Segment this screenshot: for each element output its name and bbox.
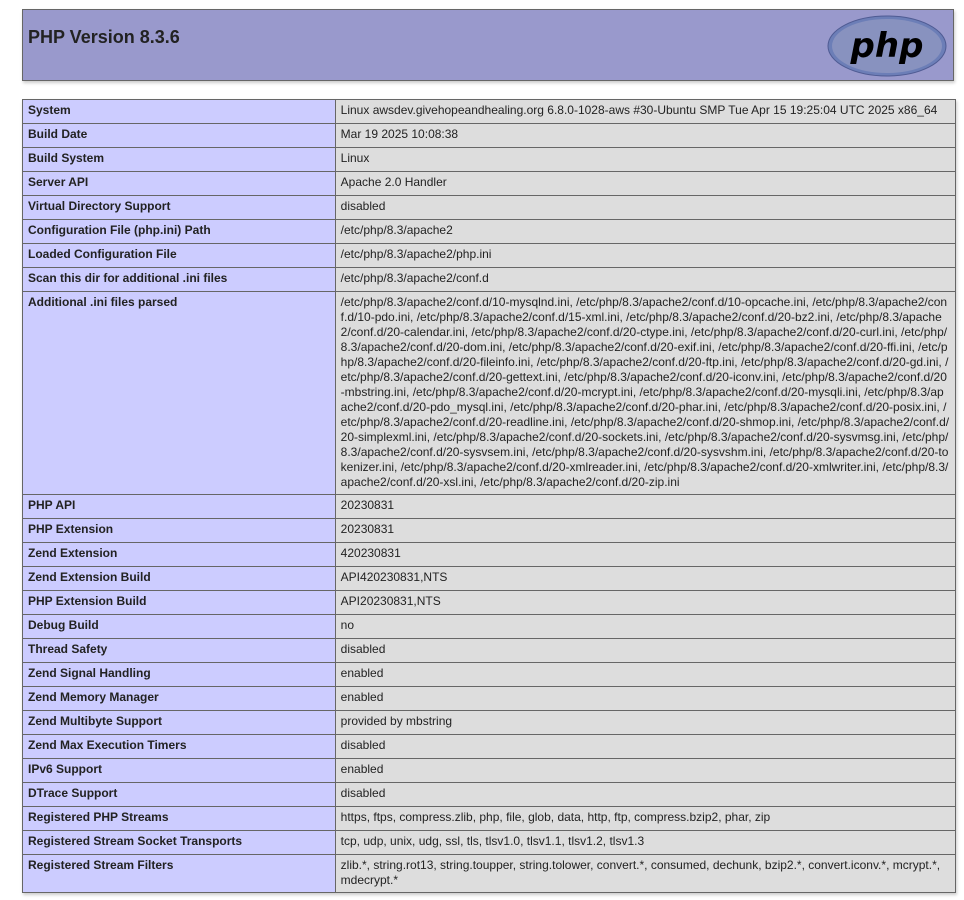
row-value: enabled [335,759,955,783]
row-label: Registered Stream Socket Transports [23,831,336,855]
row-value: /etc/php/8.3/apache2/php.ini [335,244,955,268]
table-row [23,244,956,268]
table-row [23,148,956,172]
row-label: Registered PHP Streams [23,807,336,831]
table-row [23,172,956,196]
row-value: enabled [335,663,955,687]
row-value: provided by mbstring [335,711,955,735]
row-label: Zend Signal Handling [23,663,336,687]
page-title: PHP Version 8.3.6 [28,27,180,47]
row-label: Zend Max Execution Timers [23,735,336,759]
table-row [23,124,956,148]
table-row [23,735,956,759]
row-value: Linux awsdev.givehopeandhealing.org 6.8.0-1028-aws #30-Ubuntu SMP Tue Apr 15 19:25:04 UTC 2025 x86_64 [335,100,955,124]
row-label: Zend Extension [23,543,336,567]
table-row [23,807,956,831]
row-label: Build System [23,148,336,172]
table-row [23,615,956,639]
table-row [23,567,956,591]
row-label: PHP Extension [23,519,336,543]
table-row [23,196,956,220]
row-value: tcp, udp, unix, udg, ssl, tls, tlsv1.0, tlsv1.1, tlsv1.2, tlsv1.3 [335,831,955,855]
row-value: Apache 2.0 Handler [335,172,955,196]
row-label: Scan this dir for additional .ini files [23,268,336,292]
row-label: Zend Extension Build [23,567,336,591]
row-label: PHP Extension Build [23,591,336,615]
row-value: disabled [335,639,955,663]
table-row [23,783,956,807]
row-value: enabled [335,687,955,711]
row-value: API20230831,NTS [335,591,955,615]
row-value: Linux [335,148,955,172]
row-value: no [335,615,955,639]
row-value: Mar 19 2025 10:08:38 [335,124,955,148]
row-label: DTrace Support [23,783,336,807]
table-row [23,292,956,495]
row-label: IPv6 Support [23,759,336,783]
row-label: Zend Multibyte Support [23,711,336,735]
table-row [23,855,956,893]
php-version-header [22,9,954,81]
row-label: Additional .ini files parsed [23,292,336,495]
row-label: Loaded Configuration File [23,244,336,268]
row-label: PHP API [23,495,336,519]
row-value: /etc/php/8.3/apache2/conf.d [335,268,955,292]
row-value: https, ftps, compress.zlib, php, file, glob, data, http, ftp, compress.bzip2, phar, zip [335,807,955,831]
row-value: /etc/php/8.3/apache2/conf.d/10-mysqlnd.ini, /etc/php/8.3/apache2/conf.d/10-opcache.ini, /etc/php/8.3/apache2/conf.d/10-pdo.ini, /etc/php/8.3/apache2/conf.d/15-xml.ini, /etc/php/8.3/apache2/conf.d/20-bz2.ini, /etc/php/8.3/apache2/conf.d/20-calendar.ini, /etc/php/8.3/apache2/conf.d/20-ctype.ini, /etc/php/8.3/apache2/conf.d/20-curl.ini, /etc/php/8.3/apache2/conf.d/20-dom.ini, /etc/php/8.3/apache2/conf.d/20-exif.ini, /etc/php/8.3/apache2/conf.d/20-ffi.ini, /etc/php/8.3/apache2/conf.d/20-fileinfo.ini, /etc/php/8.3/apache2/conf.d/20-ftp.ini, /etc/php/8.3/apache2/conf.d/20-gd.ini, /etc/php/8.3/apache2/conf.d/20-gettext.ini, /etc/php/8.3/apache2/conf.d/20-iconv.ini, /etc/php/8.3/apache2/conf.d/20-mbstring.ini, /etc/php/8.3/apache2/conf.d/20-mcrypt.ini, /etc/php/8.3/apache2/conf.d/20-mysqli.ini, /etc/php/8.3/apache2/conf.d/20-pdo_mysql.ini, /etc/php/8.3/apache2/conf.d/20-phar.ini, /etc/php/8.3/apache2/conf.d/20-posix.ini, /etc/php/8.3/apache2/conf.d/20-readline.ini, /etc/php/8.3/apache2/conf.d/20-shmop.ini, /etc/php/8.3/apache2/conf.d/20-simplexml.ini, /etc/php/8.3/apache2/conf.d/20-sockets.ini, /etc/php/8.3/apache2/conf.d/20-sysvmsg.ini, /etc/php/8.3/apache2/conf.d/20-sysvsem.ini, /etc/php/8.3/apache2/conf.d/20-sysvshm.ini, /etc/php/8.3/apache2/conf.d/20-tokenizer.ini, /etc/php/8.3/apache2/conf.d/20-xmlreader.ini, /etc/php/8.3/apache2/conf.d/20-xmlwriter.ini, /etc/php/8.3/apache2/conf.d/20-xsl.ini, /etc/php/8.3/apache2/conf.d/20-zip.ini [335,292,955,495]
table-row [23,220,956,244]
table-row [23,100,956,124]
table-row [23,519,956,543]
php-logo-icon [826,14,948,78]
row-label: Server API [23,172,336,196]
row-value: 420230831 [335,543,955,567]
table-row [23,711,956,735]
table-row [23,759,956,783]
row-label: Zend Memory Manager [23,687,336,711]
row-value: disabled [335,196,955,220]
table-row [23,663,956,687]
table-row [23,687,956,711]
row-value: zlib.*, string.rot13, string.toupper, string.tolower, convert.*, consumed, dechunk, bzip2.*, convert.iconv.*, mcrypt.*, mdecrypt.* [335,855,955,893]
table-row [23,591,956,615]
php-info-table [22,99,956,893]
table-row [23,831,956,855]
row-label: Virtual Directory Support [23,196,336,220]
logo-text: php [850,26,924,66]
table-row [23,268,956,292]
row-value: disabled [335,783,955,807]
row-label: Debug Build [23,615,336,639]
row-label: Configuration File (php.ini) Path [23,220,336,244]
row-value: 20230831 [335,519,955,543]
row-label: Thread Safety [23,639,336,663]
row-label: System [23,100,336,124]
table-row [23,543,956,567]
table-row [23,639,956,663]
row-value: API420230831,NTS [335,567,955,591]
row-label: Build Date [23,124,336,148]
table-row [23,495,956,519]
row-label: Registered Stream Filters [23,855,336,893]
row-value: /etc/php/8.3/apache2 [335,220,955,244]
row-value: disabled [335,735,955,759]
row-value: 20230831 [335,495,955,519]
